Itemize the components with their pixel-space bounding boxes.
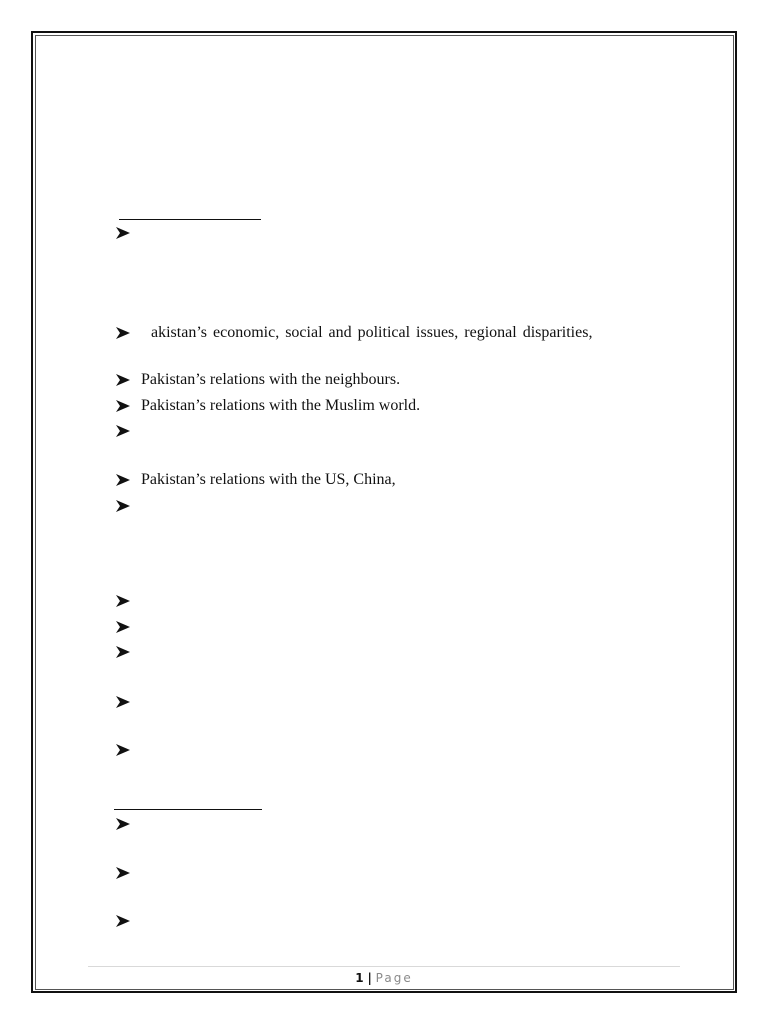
bullet-item-13 — [115, 813, 141, 835]
bullet-item-9 — [115, 616, 141, 638]
section-underline-2 — [114, 809, 262, 810]
bullet-item-6 — [115, 469, 396, 491]
bullet-text: Pakistan’s relations with the US, China, — [141, 471, 396, 488]
page-number: 1 — [355, 971, 364, 985]
footer-divider — [88, 966, 680, 967]
bullet-item-14 — [115, 862, 141, 884]
bullet-item-7 — [115, 495, 141, 517]
arrowhead-bullet-icon — [115, 619, 131, 635]
arrowhead-bullet-icon — [115, 225, 131, 241]
bullet-item-12 — [115, 739, 141, 761]
page-separator: | — [367, 971, 372, 985]
arrowhead-bullet-icon — [115, 913, 131, 929]
page-footer — [0, 969, 768, 987]
page-label: Page — [375, 971, 413, 985]
section-underline-1 — [119, 219, 261, 220]
arrowhead-bullet-icon — [115, 472, 131, 488]
bullet-item-4 — [115, 395, 420, 417]
bullet-item-5 — [115, 420, 141, 442]
bullet-item-11 — [115, 691, 141, 713]
bullet-text: Pakistan’s relations with the Muslim world. — [141, 397, 421, 414]
arrowhead-bullet-icon — [115, 372, 131, 388]
bullet-item-8 — [115, 590, 141, 612]
bullet-item-1 — [115, 222, 141, 244]
arrowhead-bullet-icon — [115, 694, 131, 710]
bullet-item-10 — [115, 641, 141, 663]
bullet-text: Pakistan’s relations with the neighbours. — [141, 371, 401, 388]
arrowhead-bullet-icon — [115, 325, 131, 341]
bullet-item-2 — [115, 322, 592, 344]
bullet-text: akistan’s economic, social and political issues, regional disparities, — [151, 324, 593, 341]
arrowhead-bullet-icon — [115, 865, 131, 881]
arrowhead-bullet-icon — [115, 398, 131, 414]
arrowhead-bullet-icon — [115, 593, 131, 609]
arrowhead-bullet-icon — [115, 742, 131, 758]
arrowhead-bullet-icon — [115, 644, 131, 660]
arrowhead-bullet-icon — [115, 816, 131, 832]
arrowhead-bullet-icon — [115, 423, 131, 439]
arrowhead-bullet-icon — [115, 498, 131, 514]
bullet-item-3 — [115, 369, 400, 391]
bullet-item-15 — [115, 910, 141, 932]
